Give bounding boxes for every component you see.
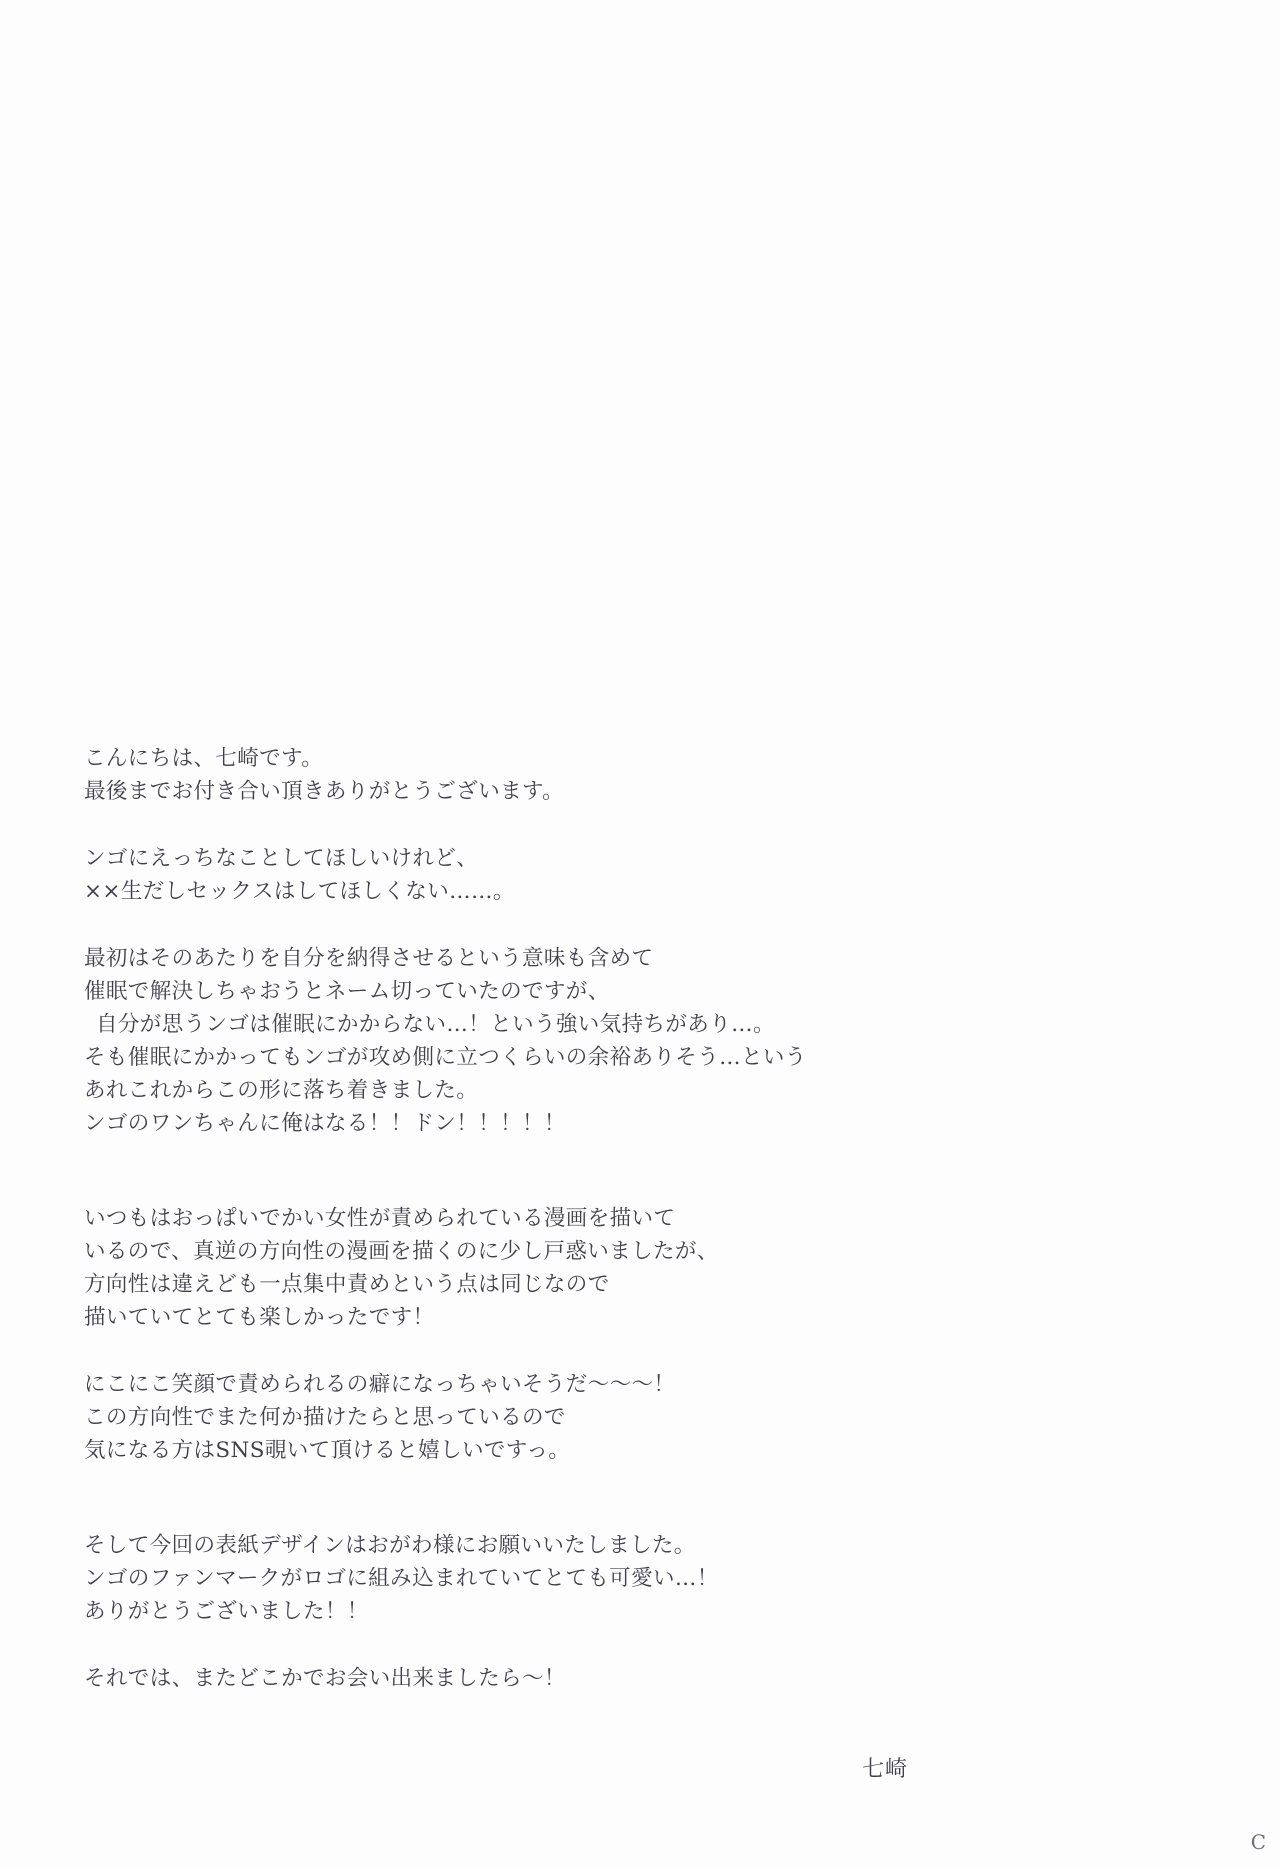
- afterword-line: ありがとうございました！！: [84, 1599, 369, 1624]
- afterword-line: ××生だしセックスはしてほしくない……。: [84, 879, 515, 904]
- afterword-paragraph-process: [84, 942, 964, 1140]
- afterword-line: いつもはおっぱいでかい女性が責められている漫画を描いて: [84, 1206, 676, 1231]
- afterword-line: ンゴのファンマークがロゴに組み込まれていてとても可愛い…！: [84, 1566, 719, 1591]
- afterword-line: 気になる方はSNS覗いて頂けると嬉しいですっ。: [84, 1438, 571, 1463]
- author-signature: 七崎: [862, 1757, 909, 1782]
- afterword-line: 自分が思うンゴは催眠にかからない…！という強い気持ちがあり…。: [96, 1012, 775, 1037]
- afterword-line: 方向性は違えども一点集中責めという点は同じなので: [84, 1272, 610, 1297]
- afterword-paragraph-credits: [84, 1529, 964, 1628]
- afterword-line: この方向性でまた何か描けたらと思っているので: [84, 1405, 566, 1430]
- afterword-paragraph-greeting: [84, 742, 964, 808]
- afterword-line: ンゴにえっちなことしてほしいけれど、: [84, 846, 479, 871]
- page-number: C: [1250, 1830, 1266, 1854]
- afterword-line: 最後までお付き合い頂きありがとうございます。: [84, 779, 565, 804]
- afterword-line: あれこれからこの形に落ち着きました。: [84, 1078, 479, 1103]
- afterword-line: そして今回の表紙デザインはおがわ様にお願いいたしました。: [84, 1533, 696, 1558]
- afterword-line: 催眠で解決しちゃおうとネーム切っていたのですが、: [84, 979, 610, 1004]
- afterword-line: にこにこ笑顔で責められるの癖になっちゃいそうだ〜〜〜！: [84, 1372, 676, 1397]
- afterword-paragraph-usual-works: [84, 1202, 964, 1334]
- afterword-line: それでは、またどこかでお会い出来ましたら〜！: [84, 1666, 566, 1691]
- afterword-line: こんにちは、七崎です。: [84, 746, 324, 771]
- afterword-line: 描いていてとても楽しかったです！: [84, 1305, 435, 1330]
- afterword-paragraph-premise: [84, 842, 964, 908]
- afterword-text: [84, 742, 964, 1695]
- afterword-paragraph-closing: [84, 1662, 964, 1695]
- afterword-line: いるので、真逆の方向性の漫画を描くのに少し戸惑いましたが、: [84, 1239, 719, 1264]
- afterword-paragraph-sns: [84, 1368, 964, 1467]
- afterword-line: そも催眠にかかってもンゴが攻め側に立つくらいの余裕ありそう…という: [84, 1045, 807, 1070]
- afterword-line: 最初はそのあたりを自分を納得させるという意味も含めて: [84, 946, 654, 971]
- afterword-line: ンゴのワンちゃんに俺はなる！！ドン！！！！！: [84, 1111, 566, 1136]
